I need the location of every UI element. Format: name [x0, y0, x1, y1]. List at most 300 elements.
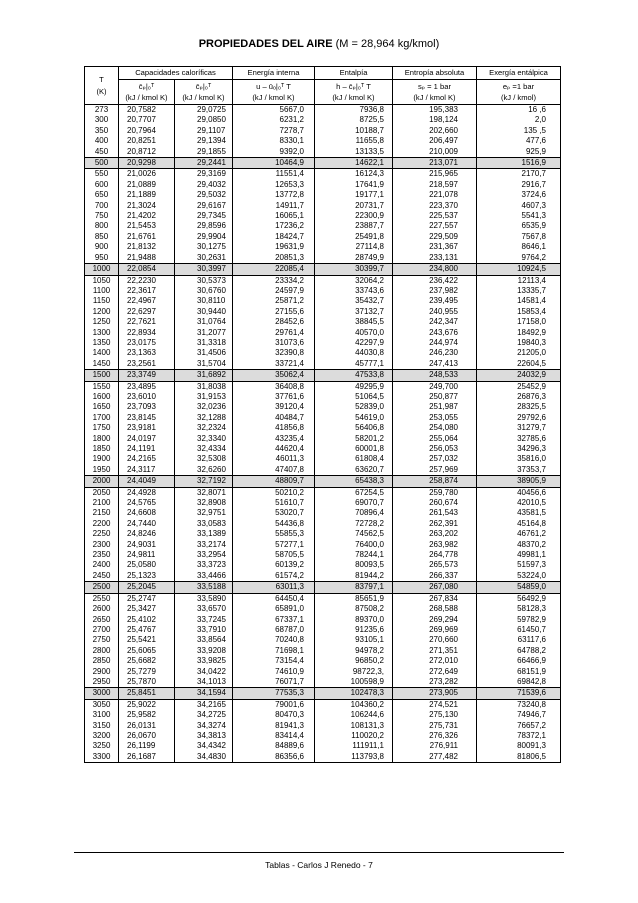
cell-cp: 33,3723: [175, 560, 233, 570]
cell-cp: 32,7192: [175, 476, 233, 487]
cell-exergy: 8646,1: [477, 242, 561, 252]
table-row: [85, 413, 561, 423]
header-h: [315, 80, 393, 105]
cell-temperature: 900: [85, 242, 119, 252]
cell-entropy: 264,778: [393, 550, 477, 560]
cell-entropy: 257,032: [393, 454, 477, 464]
cell-cv: 20,7964: [119, 126, 175, 136]
cell-cv: 23,4895: [119, 381, 175, 392]
cell-cp: 34,3274: [175, 721, 233, 731]
cell-internal-energy: 55855,3: [233, 529, 315, 539]
cell-temperature: 1750: [85, 423, 119, 433]
table-row: [85, 540, 561, 550]
cell-cp: 29,6167: [175, 201, 233, 211]
table-row: [85, 560, 561, 570]
cell-exergy: 35816,0: [477, 454, 561, 464]
cell-temperature: 1850: [85, 444, 119, 454]
cell-enthalpy: 19177,1: [315, 190, 393, 200]
cell-cp: 32,6260: [175, 465, 233, 476]
cell-cp: 29,2441: [175, 158, 233, 169]
cell-cv: 21,8132: [119, 242, 175, 252]
header-enthalpy: Entalpía: [315, 67, 393, 80]
cell-temperature: 3050: [85, 699, 119, 710]
cell-temperature: 2750: [85, 635, 119, 645]
cell-temperature: 1500: [85, 370, 119, 381]
cell-enthalpy: 81944,2: [315, 571, 393, 582]
cell-exergy: 13335,7: [477, 286, 561, 296]
cell-cp: 30,6760: [175, 286, 233, 296]
cell-internal-energy: 19631,9: [233, 242, 315, 252]
table-row: [85, 625, 561, 635]
header-cv-unit: (kJ / kmol K): [125, 93, 168, 102]
cell-enthalpy: 40570,0: [315, 328, 393, 338]
cell-cv: 26,0670: [119, 731, 175, 741]
cell-enthalpy: 65438,3: [315, 476, 393, 487]
table-row: [85, 519, 561, 529]
cell-cp: 34,0422: [175, 667, 233, 677]
cell-exergy: 48370,2: [477, 540, 561, 550]
table-row: [85, 190, 561, 200]
cell-exergy: 135 ,5: [477, 126, 561, 136]
cell-internal-energy: 6231,2: [233, 115, 315, 125]
cell-temperature: 2200: [85, 519, 119, 529]
cell-cp: 33,2954: [175, 550, 233, 560]
cell-entropy: 255,064: [393, 434, 477, 444]
cell-exergy: 21205,0: [477, 348, 561, 358]
cell-exergy: 32785,6: [477, 434, 561, 444]
cell-temperature: 1200: [85, 307, 119, 317]
table-row: [85, 741, 561, 751]
header-heat-capacities: Capacidades caloríficas: [119, 67, 233, 80]
cell-internal-energy: 29761,4: [233, 328, 315, 338]
cell-entropy: 276,326: [393, 731, 477, 741]
header-u: [233, 80, 315, 105]
cell-internal-energy: 31073,6: [233, 338, 315, 348]
cell-internal-energy: 84889,6: [233, 741, 315, 751]
cell-enthalpy: 85651,9: [315, 593, 393, 604]
cell-exergy: 42010,5: [477, 498, 561, 508]
cell-entropy: 253,055: [393, 413, 477, 423]
table-row: [85, 635, 561, 645]
cell-internal-energy: 20851,3: [233, 253, 315, 264]
cell-entropy: 210,009: [393, 147, 477, 158]
cell-internal-energy: 23334,2: [233, 275, 315, 286]
cell-entropy: 271,351: [393, 646, 477, 656]
table-row: [85, 232, 561, 242]
cell-exergy: 78372,1: [477, 731, 561, 741]
cell-cp: 33,9825: [175, 656, 233, 666]
cell-cv: 25,2045: [119, 582, 175, 593]
cell-cv: 23,8145: [119, 413, 175, 423]
cell-entropy: 244,974: [393, 338, 477, 348]
cell-cv: 25,0580: [119, 560, 175, 570]
cell-exergy: 4607,3: [477, 201, 561, 211]
cell-enthalpy: 69070,7: [315, 498, 393, 508]
table-row: [85, 307, 561, 317]
cell-cp: 32,8908: [175, 498, 233, 508]
cell-enthalpy: 104360,2: [315, 699, 393, 710]
cell-cp: 30,5373: [175, 275, 233, 286]
cell-enthalpy: 33743,6: [315, 286, 393, 296]
cell-temperature: 3100: [85, 710, 119, 720]
cell-internal-energy: 57277,1: [233, 540, 315, 550]
cell-entropy: 221,078: [393, 190, 477, 200]
cell-enthalpy: 10188,7: [315, 126, 393, 136]
cell-temperature: 1800: [85, 434, 119, 444]
cell-enthalpy: 113793,8: [315, 752, 393, 763]
cell-entropy: 258,874: [393, 476, 477, 487]
cell-internal-energy: 50210,2: [233, 487, 315, 498]
cell-enthalpy: 96850,2: [315, 656, 393, 666]
table-row: [85, 454, 561, 464]
table-row: [85, 402, 561, 412]
cell-exergy: 29792,6: [477, 413, 561, 423]
cell-cp: 32,8071: [175, 487, 233, 498]
cell-temperature: 550: [85, 169, 119, 180]
cell-cv: 25,4767: [119, 625, 175, 635]
cell-internal-energy: 32390,8: [233, 348, 315, 358]
table-row: [85, 392, 561, 402]
table-row: [85, 147, 561, 158]
cell-entropy: 231,367: [393, 242, 477, 252]
cell-internal-energy: 33721,4: [233, 359, 315, 370]
cell-internal-energy: 35062,4: [233, 370, 315, 381]
cell-internal-energy: 40484,7: [233, 413, 315, 423]
cell-cv: 25,9022: [119, 699, 175, 710]
cell-entropy: 242,347: [393, 317, 477, 327]
table-row: [85, 731, 561, 741]
cell-enthalpy: 70896,4: [315, 508, 393, 518]
cell-entropy: 229,509: [393, 232, 477, 242]
cell-cp: 33,0583: [175, 519, 233, 529]
cell-internal-energy: 7278,7: [233, 126, 315, 136]
cell-entropy: 275,130: [393, 710, 477, 720]
cell-enthalpy: 38845,5: [315, 317, 393, 327]
table-row: [85, 677, 561, 688]
cell-entropy: 272,010: [393, 656, 477, 666]
cell-cp: 32,2324: [175, 423, 233, 433]
cell-cv: 23,3749: [119, 370, 175, 381]
air-properties-table: [84, 66, 561, 763]
cell-cp: 29,1855: [175, 147, 233, 158]
cell-internal-energy: 51610,7: [233, 498, 315, 508]
table-row: [85, 136, 561, 146]
cell-entropy: 277,482: [393, 752, 477, 763]
cell-enthalpy: 49295,9: [315, 381, 393, 392]
cell-cp: 30,2631: [175, 253, 233, 264]
cell-temperature: 2050: [85, 487, 119, 498]
cell-entropy: 234,800: [393, 264, 477, 275]
cell-cp: 33,1389: [175, 529, 233, 539]
cell-cv: 24,9031: [119, 540, 175, 550]
cell-cv: 22,2230: [119, 275, 175, 286]
table-row: [85, 253, 561, 264]
cell-temperature: 273: [85, 105, 119, 116]
cell-cp: 34,4830: [175, 752, 233, 763]
table-row: [85, 656, 561, 666]
table-row: [85, 296, 561, 306]
cell-cv: 24,5765: [119, 498, 175, 508]
header-exergy: Exergía entálpica: [477, 67, 561, 80]
cell-cp: 33,8564: [175, 635, 233, 645]
cell-cv: 20,8712: [119, 147, 175, 158]
cell-temperature: 1700: [85, 413, 119, 423]
cell-temperature: 1650: [85, 402, 119, 412]
cell-internal-energy: 48809,7: [233, 476, 315, 487]
cell-internal-energy: 63011,3: [233, 582, 315, 593]
cell-cv: 24,1191: [119, 444, 175, 454]
cell-exergy: 68151,9: [477, 667, 561, 677]
cell-exergy: 63117,6: [477, 635, 561, 645]
cell-internal-energy: 68787,0: [233, 625, 315, 635]
cell-exergy: 38905,9: [477, 476, 561, 487]
cell-exergy: 73240,8: [477, 699, 561, 710]
cell-enthalpy: 7936,8: [315, 105, 393, 116]
cell-cv: 24,9811: [119, 550, 175, 560]
cell-temperature: 600: [85, 180, 119, 190]
cell-cv: 24,4928: [119, 487, 175, 498]
cell-cv: 25,1323: [119, 571, 175, 582]
header-ex-symbol: eₚ =1 bar: [502, 82, 535, 91]
cell-exergy: 477,6: [477, 136, 561, 146]
cell-internal-energy: 47407,8: [233, 465, 315, 476]
header-cv: [119, 80, 175, 105]
table-row: [85, 721, 561, 731]
cell-cv: 24,2165: [119, 454, 175, 464]
cell-cv: 22,7621: [119, 317, 175, 327]
cell-exergy: 3724,6: [477, 190, 561, 200]
cell-enthalpy: 74562,5: [315, 529, 393, 539]
cell-cp: 31,3318: [175, 338, 233, 348]
cell-internal-energy: 41856,8: [233, 423, 315, 433]
cell-exergy: 25452,9: [477, 381, 561, 392]
cell-cp: 34,1594: [175, 688, 233, 699]
cell-enthalpy: 44030,8: [315, 348, 393, 358]
cell-cp: 29,8596: [175, 221, 233, 231]
cell-temperature: 1050: [85, 275, 119, 286]
header-h-symbol: h – c̄ₚ|₀ᵀ T: [336, 82, 371, 91]
cell-temperature: 2350: [85, 550, 119, 560]
cell-cp: 34,2725: [175, 710, 233, 720]
table-row: [85, 423, 561, 433]
cell-internal-energy: 24597,9: [233, 286, 315, 296]
cell-enthalpy: 23887,7: [315, 221, 393, 231]
cell-temperature: 2250: [85, 529, 119, 539]
cell-cv: 20,7582: [119, 105, 175, 116]
cell-cp: 29,0850: [175, 115, 233, 125]
cell-temperature: 2600: [85, 604, 119, 614]
cell-internal-energy: 70240,8: [233, 635, 315, 645]
cell-cv: 26,0131: [119, 721, 175, 731]
cell-enthalpy: 54619,0: [315, 413, 393, 423]
cell-enthalpy: 51064,5: [315, 392, 393, 402]
header-cp-unit: (kJ / kmol K): [182, 93, 225, 102]
table-row: [85, 476, 561, 487]
cell-internal-energy: 17236,2: [233, 221, 315, 231]
cell-enthalpy: 8725,5: [315, 115, 393, 125]
cell-entropy: 248,533: [393, 370, 477, 381]
cell-cp: 30,1275: [175, 242, 233, 252]
cell-enthalpy: 102478,3: [315, 688, 393, 699]
header-cp: [175, 80, 233, 105]
cell-enthalpy: 58201,2: [315, 434, 393, 444]
cell-internal-energy: 27155,6: [233, 307, 315, 317]
table-row: [85, 752, 561, 763]
cell-exergy: 12113,4: [477, 275, 561, 286]
cell-internal-energy: 13772,8: [233, 190, 315, 200]
cell-entropy: 206,497: [393, 136, 477, 146]
cell-internal-energy: 12653,3: [233, 180, 315, 190]
cell-internal-energy: 39120,4: [233, 402, 315, 412]
cell-internal-energy: 81941,3: [233, 721, 315, 731]
cell-exergy: 45164,8: [477, 519, 561, 529]
cell-entropy: 239,495: [393, 296, 477, 306]
cell-cp: 29,9904: [175, 232, 233, 242]
cell-temperature: 300: [85, 115, 119, 125]
cell-exergy: 26876,3: [477, 392, 561, 402]
cell-cv: 24,8246: [119, 529, 175, 539]
cell-internal-energy: 73154,4: [233, 656, 315, 666]
cell-cv: 25,6682: [119, 656, 175, 666]
cell-entropy: 236,422: [393, 275, 477, 286]
cell-cp: 29,7345: [175, 211, 233, 221]
cell-cp: 31,6892: [175, 370, 233, 381]
cell-cv: 22,8934: [119, 328, 175, 338]
header-s: [393, 80, 477, 105]
cell-temperature: 1600: [85, 392, 119, 402]
cell-entropy: 256,053: [393, 444, 477, 454]
cell-entropy: 276,911: [393, 741, 477, 751]
cell-cv: 25,6065: [119, 646, 175, 656]
cell-entropy: 247,413: [393, 359, 477, 370]
cell-internal-energy: 11551,4: [233, 169, 315, 180]
cell-cv: 20,7707: [119, 115, 175, 125]
cell-enthalpy: 80093,5: [315, 560, 393, 570]
table-row: [85, 529, 561, 539]
cell-temperature: 1250: [85, 317, 119, 327]
cell-cv: 21,5453: [119, 221, 175, 231]
table-row: [85, 487, 561, 498]
cell-enthalpy: 94978,2: [315, 646, 393, 656]
cell-entropy: 267,080: [393, 582, 477, 593]
cell-cv: 23,1363: [119, 348, 175, 358]
cell-cp: 33,5890: [175, 593, 233, 604]
table-row: [85, 180, 561, 190]
table-row: [85, 264, 561, 275]
cell-enthalpy: 25491,8: [315, 232, 393, 242]
cell-internal-energy: 79001,6: [233, 699, 315, 710]
cell-internal-energy: 77535,3: [233, 688, 315, 699]
cell-cp: 30,3997: [175, 264, 233, 275]
cell-temperature: 1300: [85, 328, 119, 338]
cell-temperature: 800: [85, 221, 119, 231]
cell-exergy: 22604,5: [477, 359, 561, 370]
table-row: [85, 381, 561, 392]
cell-cv: 24,3117: [119, 465, 175, 476]
cell-exergy: 64788,2: [477, 646, 561, 656]
cell-internal-energy: 80470,3: [233, 710, 315, 720]
cell-enthalpy: 98722,3,: [315, 667, 393, 677]
cell-cv: 26,1199: [119, 741, 175, 751]
header-temperature-unit: (K): [96, 86, 107, 96]
cell-temperature: 1550: [85, 381, 119, 392]
cell-cv: 25,7279: [119, 667, 175, 677]
cell-temperature: 2550: [85, 593, 119, 604]
cell-cp: 31,4506: [175, 348, 233, 358]
cell-exergy: 14581,4: [477, 296, 561, 306]
cell-enthalpy: 61808,4: [315, 454, 393, 464]
cell-internal-energy: 28452,6: [233, 317, 315, 327]
cell-entropy: 259,780: [393, 487, 477, 498]
table-row: [85, 615, 561, 625]
cell-exergy: 40456,6: [477, 487, 561, 498]
cell-exergy: 925,9: [477, 147, 561, 158]
cell-cp: 33,9208: [175, 646, 233, 656]
cell-exergy: 17158,0: [477, 317, 561, 327]
cell-enthalpy: 16124,3: [315, 169, 393, 180]
cell-temperature: 1900: [85, 454, 119, 464]
cell-internal-energy: 9392,0: [233, 147, 315, 158]
cell-entropy: 215,965: [393, 169, 477, 180]
cell-exergy: 56492,9: [477, 593, 561, 604]
cell-cp: 32,9751: [175, 508, 233, 518]
cell-temperature: 1350: [85, 338, 119, 348]
table-row: [85, 126, 561, 136]
cell-internal-energy: 54436,8: [233, 519, 315, 529]
table-row: [85, 508, 561, 518]
cell-internal-energy: 61574,2: [233, 571, 315, 582]
cell-internal-energy: 37761,6: [233, 392, 315, 402]
table-row: [85, 328, 561, 338]
table-row: [85, 201, 561, 211]
cell-entropy: 267,834: [393, 593, 477, 604]
cell-exergy: 54859,0: [477, 582, 561, 593]
cell-internal-energy: 10464,9: [233, 158, 315, 169]
cell-cv: 25,3427: [119, 604, 175, 614]
cell-cp: 29,5032: [175, 190, 233, 200]
header-temperature-label: T: [99, 74, 104, 84]
cell-cp: 29,1394: [175, 136, 233, 146]
cell-entropy: 273,905: [393, 688, 477, 699]
cell-cp: 29,1107: [175, 126, 233, 136]
cell-temperature: 500: [85, 158, 119, 169]
cell-exergy: 53224,0: [477, 571, 561, 582]
table-row: [85, 593, 561, 604]
title-molar-mass: (M = 28,964 kg/kmol): [332, 38, 440, 50]
cell-entropy: 198,124: [393, 115, 477, 125]
table-row: [85, 158, 561, 169]
cell-temperature: 1400: [85, 348, 119, 358]
cell-temperature: 2100: [85, 498, 119, 508]
cell-internal-energy: 8330,1: [233, 136, 315, 146]
table-row: [85, 604, 561, 614]
table-row: [85, 571, 561, 582]
cell-enthalpy: 56406,8: [315, 423, 393, 433]
cell-enthalpy: 76400,0: [315, 540, 393, 550]
cell-enthalpy: 60001,8: [315, 444, 393, 454]
cell-cv: 23,7093: [119, 402, 175, 412]
cell-enthalpy: 37132,7: [315, 307, 393, 317]
cell-exergy: 71539,6: [477, 688, 561, 699]
cell-temperature: 1150: [85, 296, 119, 306]
cell-temperature: 3200: [85, 731, 119, 741]
cell-enthalpy: 83797,1: [315, 582, 393, 593]
table-row: [85, 348, 561, 358]
cell-cv: 21,4202: [119, 211, 175, 221]
footer-divider: [74, 852, 564, 853]
cell-cv: 25,5421: [119, 635, 175, 645]
cell-temperature: 2500: [85, 582, 119, 593]
